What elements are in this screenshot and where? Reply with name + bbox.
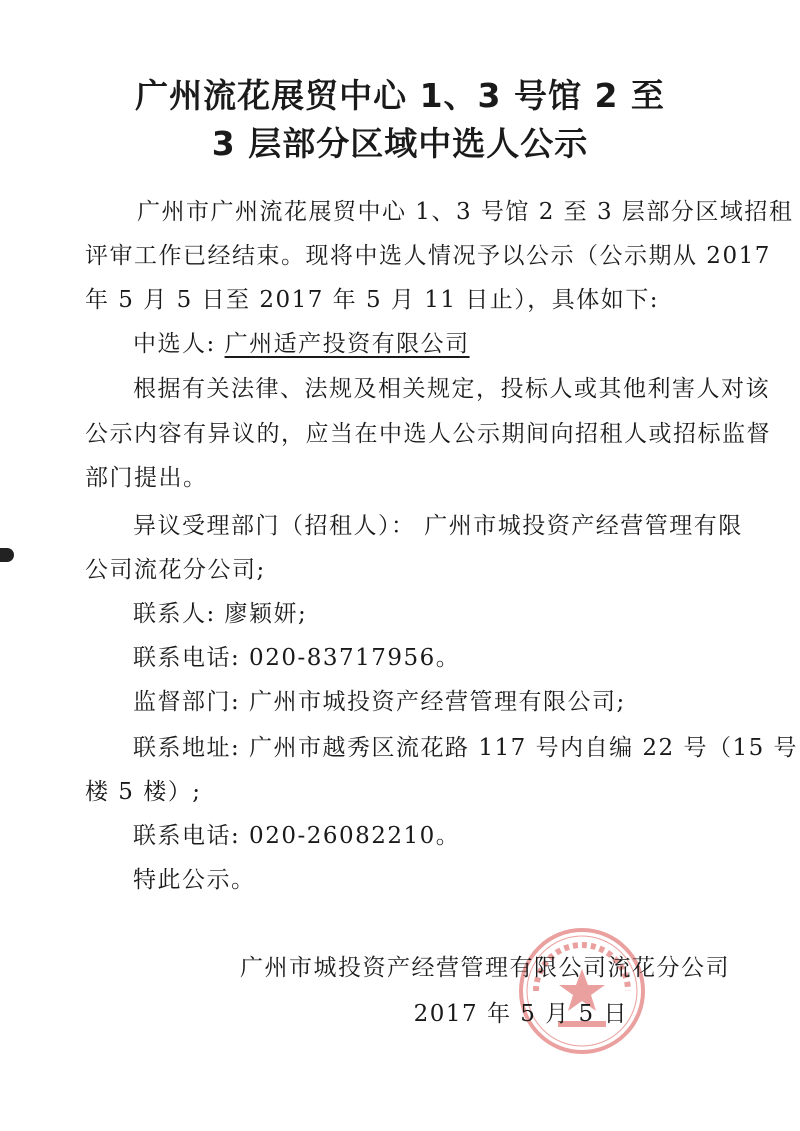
scan-punch-mark <box>0 548 14 562</box>
closing-text: 特此公示。 <box>133 867 256 893</box>
winner-label: 中选人: <box>133 331 216 357</box>
objection-line-3: 部门提出。 <box>85 465 208 491</box>
winner-name: 广州适产投资有限公司 <box>224 331 470 357</box>
intro-line-1: 广州市广州流花展贸中心 1、3 号馆 2 至 3 层部分区域招租 <box>137 199 794 225</box>
supervisor-department: 监督部门: 广州市城投资产经营管理有限公司; <box>133 689 626 715</box>
intro-line-3: 年 5 月 5 日至 2017 年 5 月 11 日止），具体如下: <box>85 287 660 313</box>
objection-line-1: 根据有关法律、法规及相关规定，投标人或其他利害人对该 <box>133 376 770 402</box>
official-seal-stamp <box>516 925 648 1057</box>
receiver-line-2: 公司流花分公司; <box>85 557 266 583</box>
winner-line <box>133 328 470 360</box>
signature-organization: 广州市城投资产经营管理有限公司流花分公司 <box>240 955 730 981</box>
contact-phone-1: 联系电话: 020-83717956。 <box>133 645 461 671</box>
contact-person: 联系人: 廖颖妍; <box>133 601 308 627</box>
title-line-1: 广州流花展贸中心 1、3 号馆 2 至 <box>135 76 665 115</box>
address-line-1: 联系地址: 广州市越秀区流花路 117 号内自编 22 号（15 号 <box>133 735 799 761</box>
signature-date: 2017 年 5 月 5 日 <box>413 1001 628 1027</box>
contact-phone-2: 联系电话: 020-26082210。 <box>133 823 461 849</box>
intro-line-2: 评审工作已经结束。现将中选人情况予以公示（公示期从 2017 <box>85 243 771 269</box>
objection-line-2: 公示内容有异议的，应当在中选人公示期间向招租人或招标监督 <box>85 421 771 447</box>
title-line-2: 3 层部分区域中选人公示 <box>211 124 589 163</box>
receiver-line-1: 异议受理部门（招租人）： 广州市城投资产经营管理有限 <box>133 513 743 539</box>
address-line-2: 楼 5 楼）; <box>85 779 202 805</box>
